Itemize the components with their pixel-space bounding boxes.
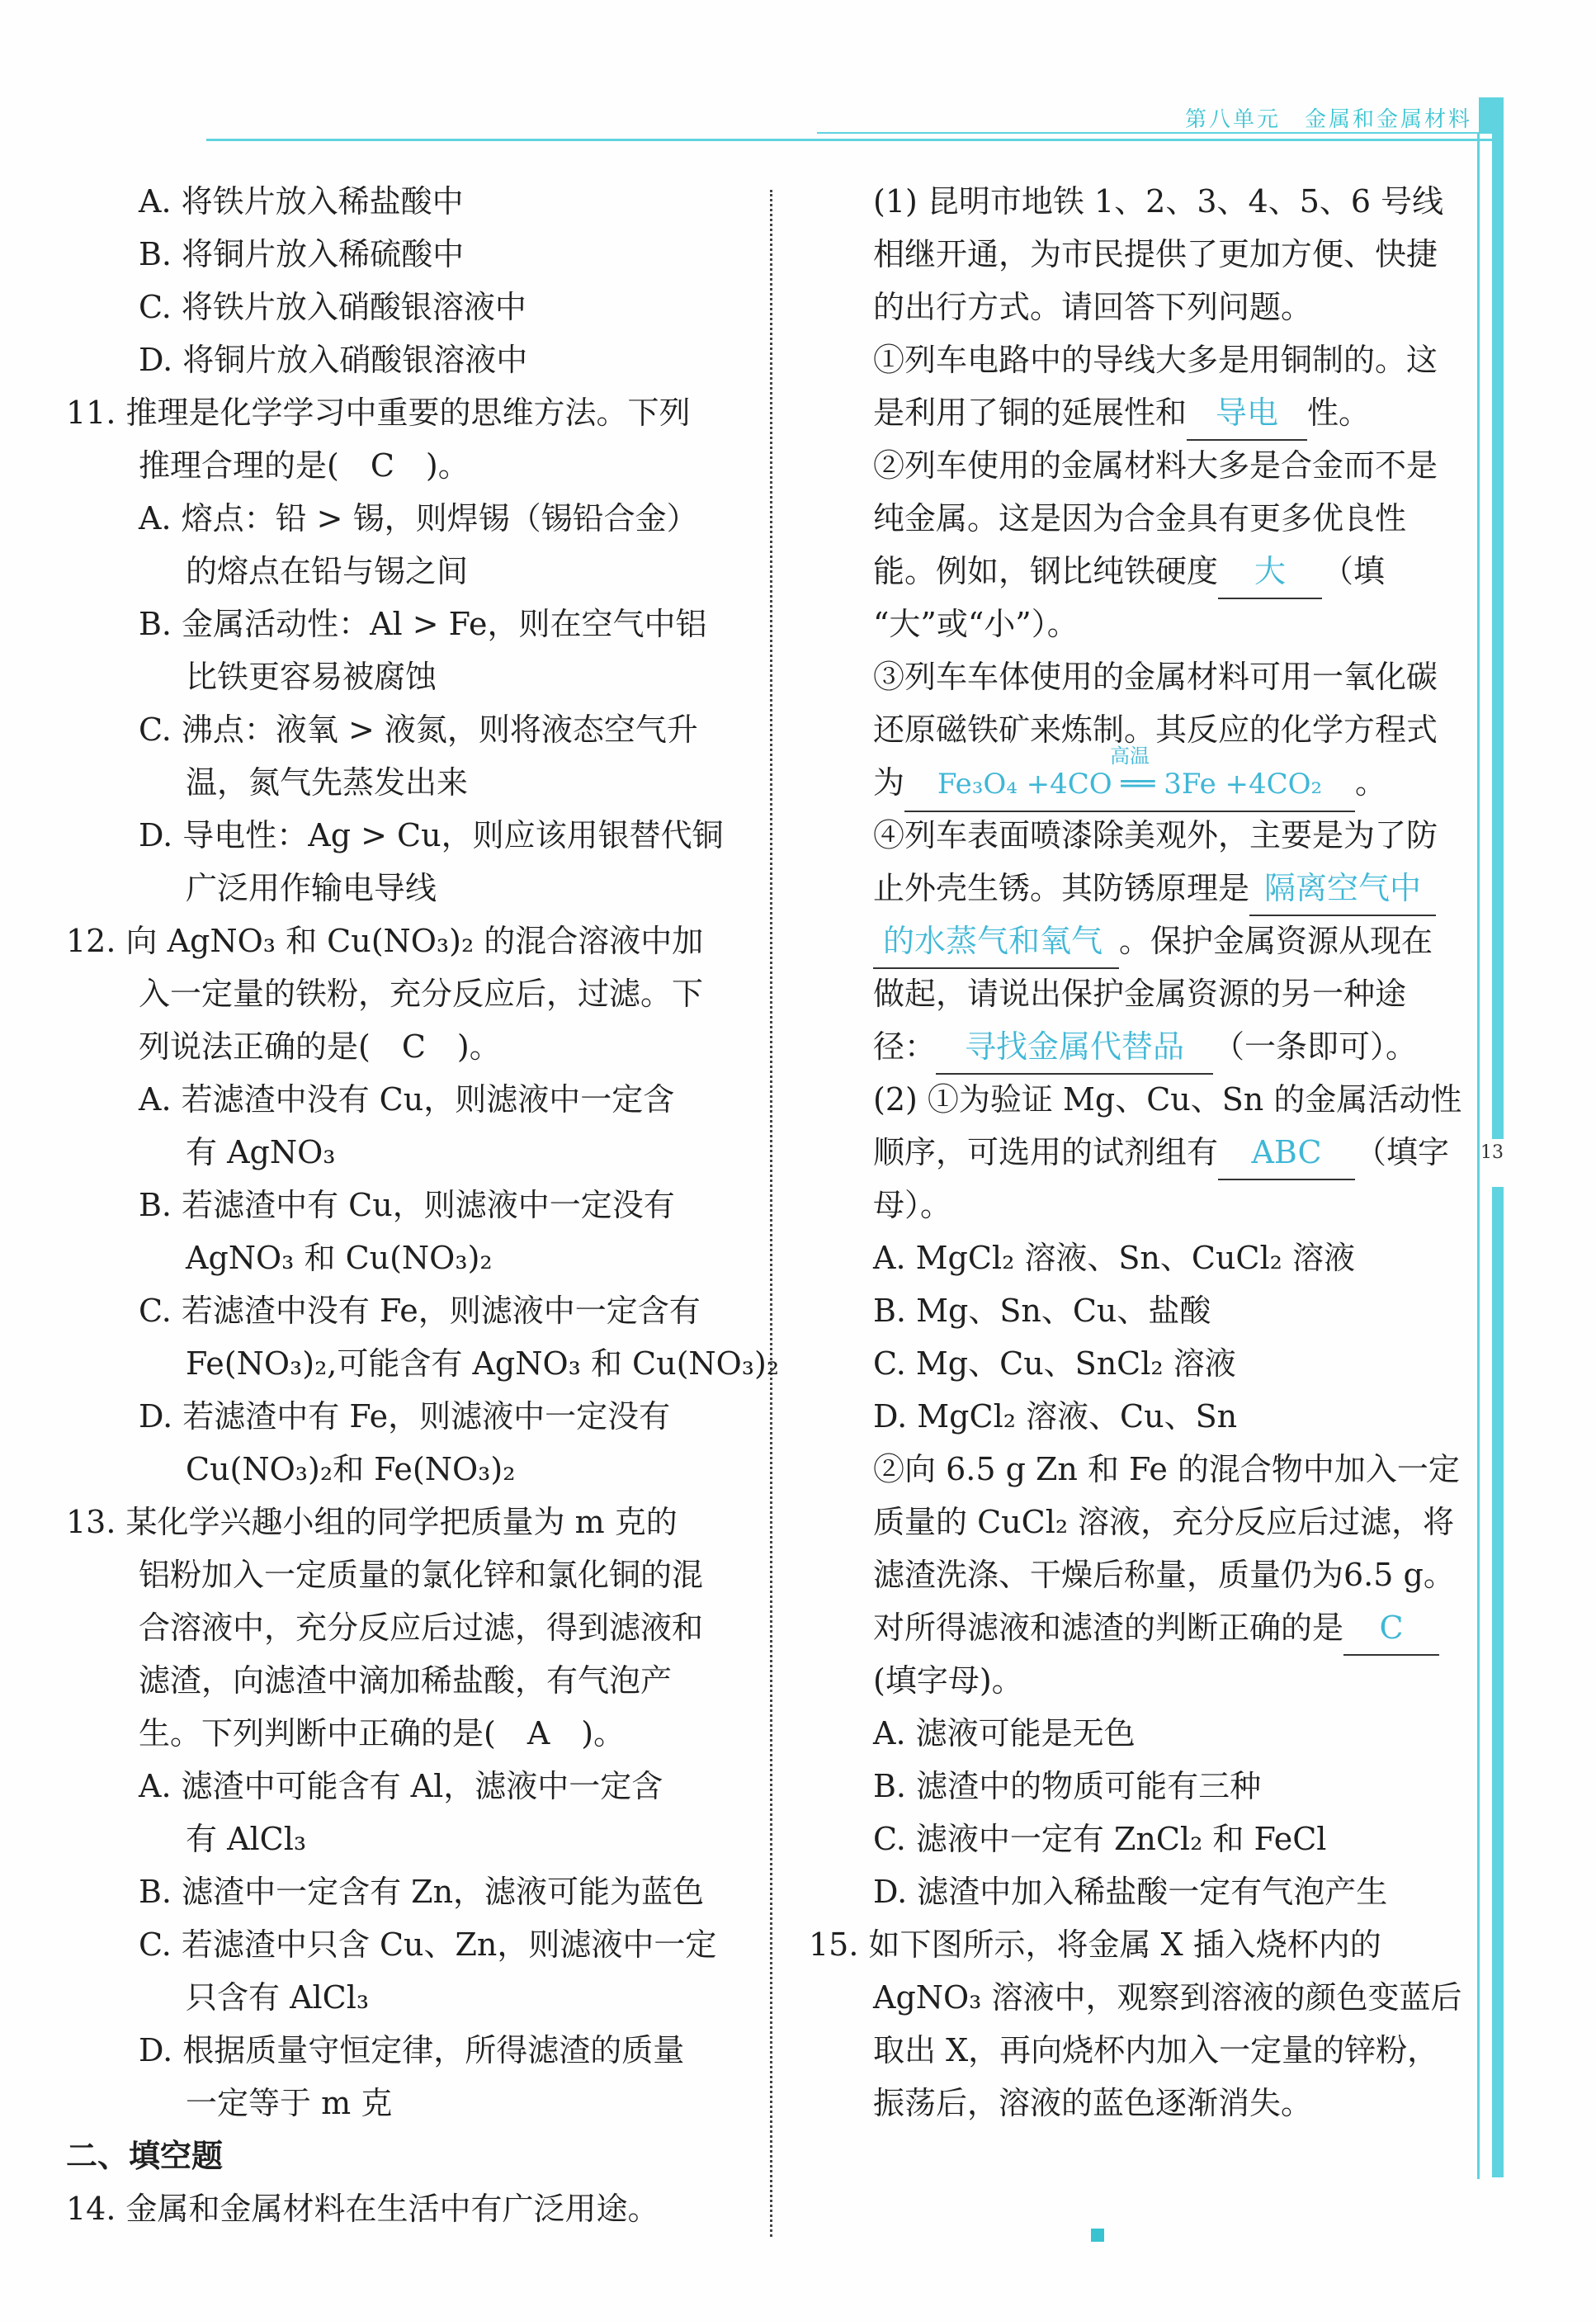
- q13-option-b: B. 滤渣中一定含有 Zn，滤液可能为蓝色: [139, 1874, 705, 1910]
- q14-sub4-cont2: [825, 915, 1477, 967]
- side-tab-upper: [1492, 132, 1504, 1139]
- q14-stem: 14. 金属和金属材料在生活中有广泛用途。: [66, 2191, 659, 2227]
- q14-part2-sub2-option-a: A. 滤液可能是无色: [873, 1715, 1136, 1751]
- q13-option-a-cont: 有 AlCl₃: [186, 1821, 307, 1857]
- equation-text: Fe₃O₄ +4CO ══ 3Fe +4CO₂: [937, 768, 1323, 801]
- q14-part2-sub2: ②向 6.5 g Zn 和 Fe 的混合物中加入一定: [873, 1451, 1460, 1487]
- q13-stem-cont1: 铝粉加入一定质量的氯化锌和氯化铜的混: [139, 1557, 704, 1593]
- q14-sub4-cont3: 做起，请说出保护金属资源的另一种途: [873, 976, 1407, 1012]
- q14-part2-option-a: A. MgCl₂ 溶液、Sn、CuCl₂ 溶液: [873, 1240, 1355, 1276]
- header-tab-marker: [1479, 97, 1504, 134]
- q14-sub3-equation-line: [825, 745, 1477, 809]
- q14-sub2: ②列车使用的金属材料大多是合金而不是: [873, 447, 1438, 484]
- q11-option-d: D. 导电性：Ag > Cu，则应该用银替代铜: [139, 817, 724, 853]
- q13-option-a: A. 滤渣中可能含有 Al，滤液中一定含: [139, 1768, 663, 1804]
- q14-sub2-text: 能。例如，钢比纯铁硬度: [873, 553, 1219, 589]
- q14-sub4-prefix: 径：: [873, 1028, 937, 1065]
- q11-option-d-cont: 广泛用作输电导线: [186, 870, 437, 906]
- q14-part2-option-d: D. MgCl₂ 溶液、Cu、Sn: [873, 1398, 1238, 1435]
- q14-sub3-prefix: 为: [873, 764, 905, 801]
- q13-stem-cont3: 滤渣，向滤渣中滴加稀盐酸，有气泡产: [139, 1662, 673, 1699]
- q13-option-c: C. 若滤渣中只含 Cu、Zn，则滤液中一定: [139, 1926, 717, 1963]
- q14-sub3-cont: 还原磁铁矿来炼制。其反应的化学方程式: [873, 711, 1438, 748]
- q11-option-b-cont: 比铁更容易被腐蚀: [186, 659, 437, 695]
- q14-part2: (2) ①为验证 Mg、Cu、Sn 的金属活动性: [873, 1081, 1462, 1118]
- right-margin-line: [1477, 132, 1480, 2179]
- answer-blank-protection: 寻找金属代替品: [936, 1020, 1213, 1075]
- q14-sub2-tail: （填: [1322, 553, 1386, 589]
- q12-option-d-cont: Cu(NO₃)₂和 Fe(NO₃)₂: [186, 1451, 516, 1487]
- q14-part2-cont2: 母）。: [873, 1187, 952, 1223]
- q10-option-d: D. 将铜片放入硝酸银溶液中: [139, 342, 528, 378]
- q14-sub4-tail: 。保护金属资源从现在: [1119, 923, 1433, 959]
- q12-option-b: B. 若滤渣中有 Cu，则滤液中一定没有: [139, 1187, 675, 1223]
- q10-option-a: A. 将铁片放入稀盐酸中: [139, 183, 464, 220]
- column-divider: [770, 190, 772, 2237]
- q12-option-c-cont: Fe(NO₃)₂,可能含有 AgNO₃ 和 Cu(NO₃)₂: [186, 1345, 780, 1382]
- answer-blank-hardness: 大: [1218, 545, 1322, 599]
- q14-sub4-cont4: [825, 1020, 1477, 1073]
- q12-stem-cont2: 列说法正确的是( C )。: [139, 1028, 501, 1065]
- q11-option-c-cont: 温，氮气先蒸发出来: [186, 764, 469, 801]
- q14-part2-cont: [825, 1126, 1477, 1179]
- q12-option-c: C. 若滤渣中没有 Fe，则滤液中一定含有: [139, 1293, 701, 1329]
- q13-option-d: D. 根据质量守恒定律，所得滤渣的质量: [139, 2032, 685, 2068]
- answer-blank-reagents: ABC: [1218, 1126, 1355, 1180]
- answer-blank-equation: [904, 745, 1355, 812]
- q12-option-a-cont: 有 AgNO₃: [186, 1134, 336, 1170]
- side-tab-lower: [1492, 1187, 1504, 2177]
- q14-part2-sub2-cont2: 滤渣洗涤、干燥后称量，质量仍为6.5 g。: [873, 1557, 1455, 1593]
- q10-option-c: C. 将铁片放入硝酸银溶液中: [139, 289, 526, 325]
- q14-sub1: ①列车电路中的导线大多是用铜制的。这: [873, 342, 1438, 378]
- answer-blank-judgement: C: [1343, 1601, 1439, 1656]
- q14-sub1-cont: [825, 386, 1477, 439]
- q14-sub3-tail: 。: [1355, 764, 1387, 801]
- chapter-title: 第八单元 金属和金属材料: [1184, 107, 1472, 132]
- q14-sub4-note: （一条即可）。: [1213, 1028, 1418, 1065]
- q14-sub1-tail: 性。: [1307, 395, 1371, 431]
- q15-stem-cont3: 振荡后，溶液的蓝色逐渐消失。: [873, 2085, 1313, 2121]
- answer-blank-rust-principle: 隔离空气中: [1249, 862, 1436, 916]
- answer-blank-conductivity: 导电: [1187, 386, 1307, 441]
- q14-part2-sub2-option-b: B. 滤渣中的物质可能有三种: [873, 1768, 1262, 1804]
- q15-stem: 15. 如下图所示，将金属 X 插入烧杯内的: [809, 1926, 1381, 1963]
- q14-sub2-cont3: “大”或“小”）。: [873, 606, 1079, 642]
- right-column: [809, 175, 1477, 2130]
- q11-option-a: A. 熔点：铅 > 锡，则焊锡（锡铅合金）: [139, 500, 698, 537]
- q14-sub4-cont1: [825, 862, 1477, 915]
- q12-option-d: D. 若滤渣中有 Fe，则滤液中一定没有: [139, 1398, 671, 1435]
- q11-option-a-cont: 的熔点在铅与锡之间: [186, 553, 469, 589]
- q14-part2-sub2-cont4: (填字母)。: [873, 1662, 1023, 1699]
- header-rule: [206, 139, 1494, 141]
- q14-part2-sub2-cont3: [825, 1601, 1477, 1654]
- q13-stem-cont4: 生。下列判断中正确的是( A )。: [139, 1715, 626, 1751]
- reaction-condition: 高温: [1110, 745, 1150, 768]
- q14-sub4-text: 止外壳生锈。其防锈原理是: [873, 870, 1250, 906]
- q14-sub4: ④列车表面喷漆除美观外，主要是为了防: [873, 817, 1438, 853]
- q11-option-c: C. 沸点：液氧 > 液氮，则将液态空气升: [139, 711, 698, 748]
- q14-part1-intro-cont2: 的出行方式。请回答下列问题。: [873, 289, 1313, 325]
- q14-sub3: ③列车车体使用的金属材料可用一氧化碳: [873, 659, 1438, 695]
- q10-option-b: B. 将铜片放入稀硫酸中: [139, 236, 465, 272]
- section-heading-fill-in: 二、填空题: [66, 2138, 224, 2174]
- q14-part1-intro: (1) 昆明市地铁 1、2、3、4、5、6 号线: [873, 183, 1444, 220]
- q14-part2-option-b: B. Mg、Sn、Cu、盐酸: [873, 1293, 1211, 1329]
- q14-part2-sub2-text: 对所得滤液和滤渣的判断正确的是: [873, 1610, 1344, 1646]
- q15-stem-cont2: 取出 X，再向烧杯内加入一定量的锌粉，: [873, 2032, 1439, 2068]
- q11-option-b: B. 金属活动性：Al > Fe，则在空气中铝: [139, 606, 707, 642]
- q14-part2-text: 顺序，可选用的试剂组有: [873, 1134, 1219, 1170]
- q13-stem: 13. 某化学兴趣小组的同学把质量为 m 克的: [66, 1504, 678, 1540]
- page-number: 13: [1480, 1142, 1504, 1163]
- q14-part2-option-c: C. Mg、Cu、SnCl₂ 溶液: [873, 1345, 1236, 1382]
- q13-option-c-cont: 只含有 AlCl₃: [186, 1979, 370, 2016]
- q15-stem-cont1: AgNO₃ 溶液中，观察到溶液的颜色变蓝后: [873, 1979, 1462, 2016]
- q14-part2-sub2-option-d: D. 滤渣中加入稀盐酸一定有气泡产生: [873, 1874, 1388, 1910]
- q14-sub1-text: 是利用了铜的延展性和: [873, 395, 1188, 431]
- q12-stem: 12. 向 AgNO₃ 和 Cu(NO₃)₂ 的混合溶液中加: [66, 923, 704, 959]
- q13-option-d-cont: 一定等于 m 克: [186, 2085, 393, 2121]
- q13-stem-cont2: 合溶液中，充分反应后过滤，得到滤液和: [139, 1610, 704, 1646]
- q14-part2-tail: （填字: [1355, 1134, 1450, 1170]
- q14-part2-sub2-option-c: C. 滤液中一定有 ZnCl₂ 和 FeCl: [873, 1821, 1327, 1857]
- q12-option-b-cont: AgNO₃ 和 Cu(NO₃)₂: [186, 1240, 493, 1276]
- bottom-marker: [1091, 2229, 1104, 2242]
- q14-sub2-cont1: 纯金属。这是因为合金具有更多优良性: [873, 500, 1407, 537]
- answer-blank-rust-principle-cont: 的水蒸气和氧气: [873, 915, 1119, 969]
- q14-part1-intro-cont1: 相继开通，为市民提供了更加方便、快捷: [873, 236, 1438, 272]
- q14-sub2-cont2: [825, 545, 1477, 598]
- left-column: [66, 175, 780, 2235]
- q14-part2-sub2-cont1: 质量的 CuCl₂ 溶液，充分反应后过滤，将: [873, 1504, 1455, 1540]
- q11-stem-cont: 推理合理的是( C )。: [139, 447, 470, 484]
- q12-option-a: A. 若滤渣中没有 Cu，则滤液中一定含: [139, 1081, 675, 1118]
- q12-stem-cont1: 入一定量的铁粉，充分反应后，过滤。下: [139, 976, 704, 1012]
- q11-stem: 11. 推理是化学学习中重要的思维方法。下列: [66, 395, 691, 431]
